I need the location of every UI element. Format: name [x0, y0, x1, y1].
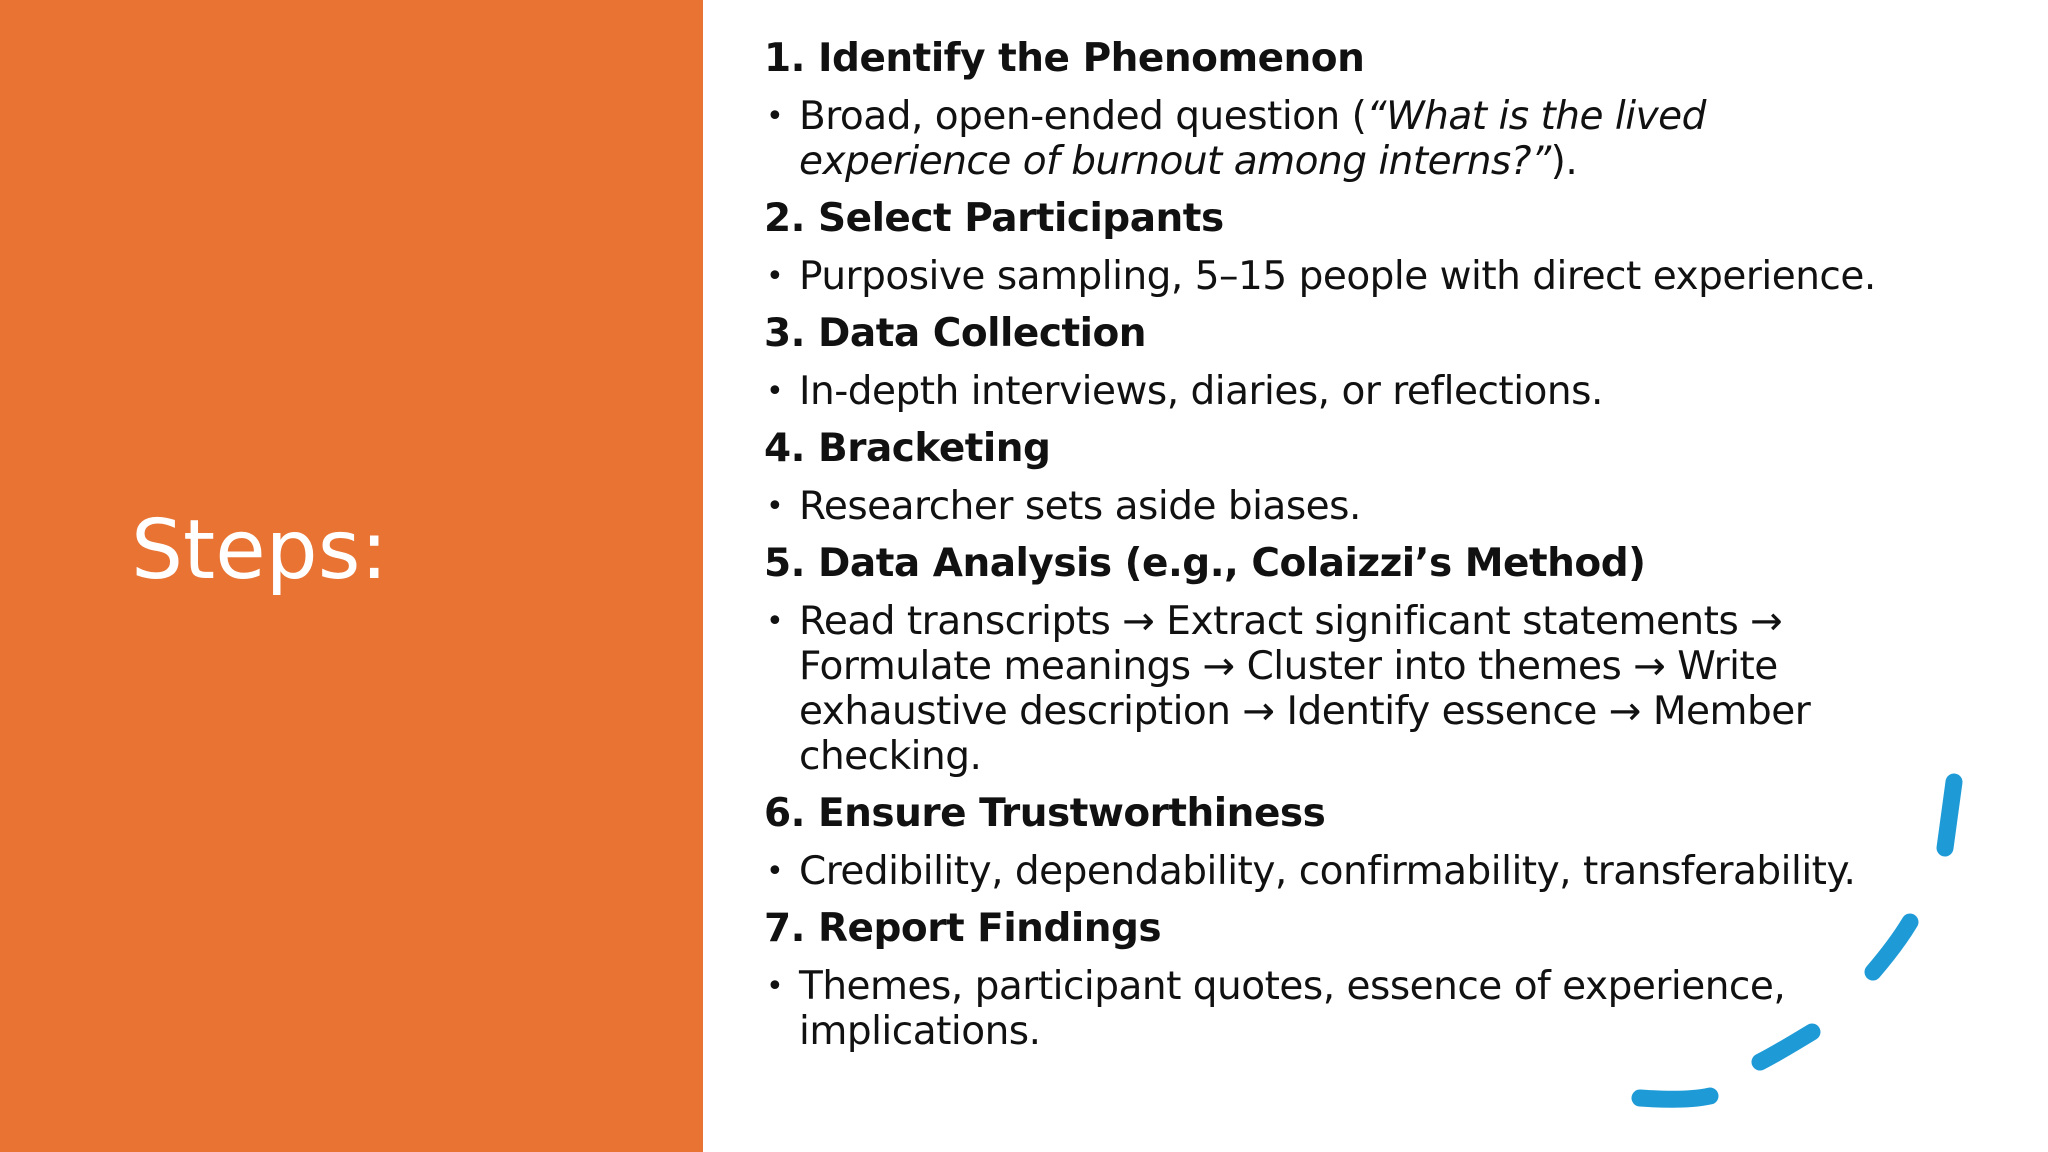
bullet-dot-icon: • — [766, 259, 784, 294]
bullet-text: Researcher sets aside biases. — [799, 484, 1361, 529]
bullet-dot-icon: • — [766, 99, 784, 134]
step-heading: 7. Report Findings — [764, 906, 1162, 951]
bullet-text: Read transcripts → Extract significant statements → Formulate meanings → Cluster into themes → Write exhaustive description → Identify essence → Member checking. — [799, 599, 1811, 779]
step-bullet — [764, 369, 1924, 414]
step-3 — [764, 311, 1924, 414]
step-bullet — [764, 964, 1924, 1054]
step-7 — [764, 906, 1924, 1054]
step-4 — [764, 426, 1924, 529]
bullet-dot-icon: • — [766, 604, 784, 639]
step-1 — [764, 36, 1924, 184]
step-bullet — [764, 599, 1924, 779]
step-heading: 5. Data Analysis (e.g., Colaizzi’s Method) — [764, 541, 1646, 586]
bullet-text: Themes, participant quotes, essence of experience, implications. — [799, 964, 1786, 1054]
bullet-text: Credibility, dependability, confirmability, transferability. — [799, 849, 1856, 894]
step-heading: 1. Identify the Phenomenon — [764, 36, 1365, 81]
step-heading: 2. Select Participants — [764, 196, 1224, 241]
bullet-dot-icon: • — [766, 374, 784, 409]
slide-title: Steps: — [131, 503, 389, 598]
step-bullet — [764, 484, 1924, 529]
ink-stroke — [1640, 1096, 1710, 1099]
bullet-dot-icon: • — [766, 489, 784, 524]
bullet-dot-icon: • — [766, 969, 784, 1004]
step-bullet — [764, 254, 1924, 299]
step-5 — [764, 541, 1924, 779]
step-heading: 4. Bracketing — [764, 426, 1051, 471]
step-6 — [764, 791, 1924, 894]
bullet-text: Broad, open-ended question (“What is the lived experience of burnout among interns?”). — [799, 94, 1706, 184]
bullet-text: In-depth interviews, diaries, or reflections. — [799, 369, 1603, 414]
step-bullet — [764, 849, 1924, 894]
step-heading: 6. Ensure Trustworthiness — [764, 791, 1326, 836]
bullet-text: Purposive sampling, 5–15 people with direct experience. — [799, 254, 1876, 299]
step-bullet — [764, 94, 1924, 184]
ink-stroke — [1945, 782, 1954, 848]
step-heading: 3. Data Collection — [764, 311, 1147, 356]
title-panel — [0, 0, 703, 1152]
bullet-dot-icon: • — [766, 854, 784, 889]
step-2 — [764, 196, 1924, 299]
steps-content — [764, 36, 1924, 1066]
